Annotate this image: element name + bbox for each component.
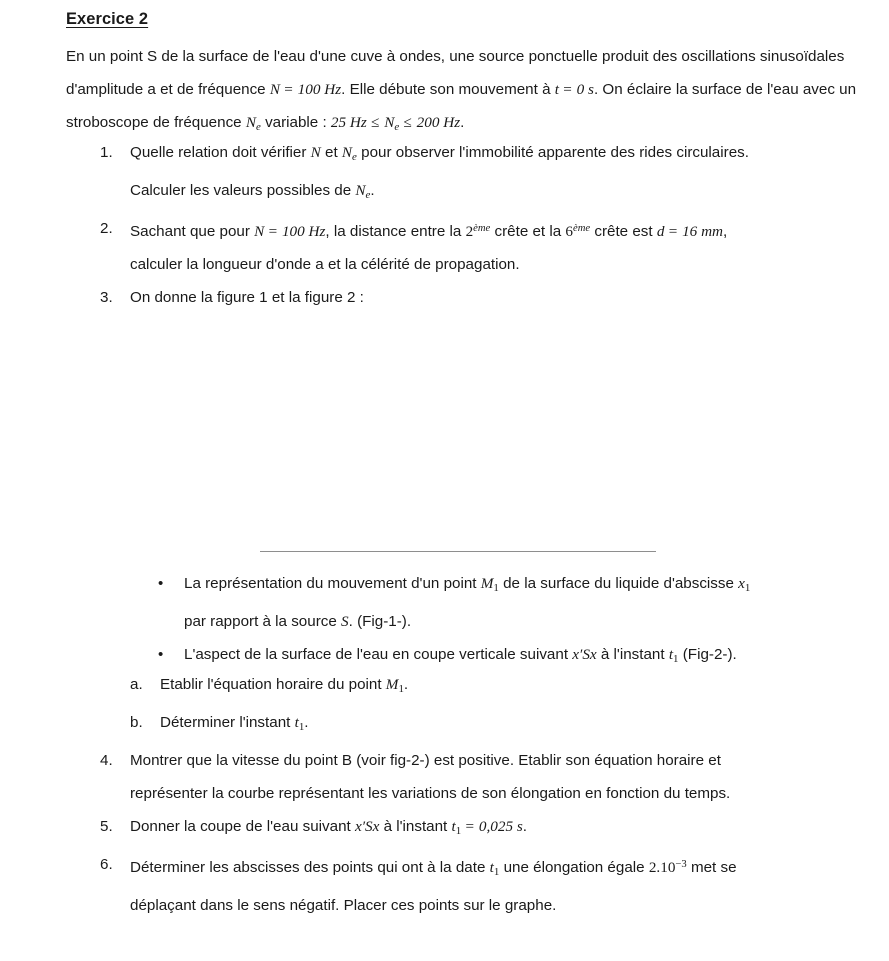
question-2-body	[130, 212, 882, 281]
subquestion-item-b	[130, 706, 882, 744]
intro-range-high: 200 Hz	[416, 114, 461, 131]
question-4-marker: 4.	[100, 752, 113, 769]
b1-var-M-subscript: 1	[493, 582, 499, 595]
intro-text-2: . Elle débute son mouvement à	[341, 81, 555, 98]
subquestion-a-body	[160, 668, 882, 706]
q1-line2-var-Ne: N	[355, 182, 366, 200]
intro-var-N: N	[269, 81, 280, 98]
intro-text-5: .	[460, 114, 465, 131]
figures-svg	[0, 288, 889, 556]
question-item-6	[100, 848, 882, 922]
q1-var-Ne: N	[341, 144, 353, 161]
sub-a-var-M: M	[385, 676, 399, 693]
sub-b-text-b: .	[304, 714, 309, 732]
q1-text-c: pour observer l'immobilité apparente des rides circulaires.	[356, 144, 749, 161]
question-3-body: On donne la figure 1 et la figure 2 :	[130, 289, 364, 307]
q5-var-t-subscript: 1	[455, 825, 462, 838]
q2-line2: calculer la longueur d'onde a et la célérité de propagation.	[130, 256, 520, 274]
q2-text-d: crête est	[590, 223, 657, 241]
intro-var-Ne: N	[245, 114, 256, 131]
question-list-bottom	[100, 744, 882, 922]
bullet-dot-icon: •	[158, 646, 164, 664]
question-item-4	[100, 744, 882, 810]
q1-line2-text-b: .	[370, 182, 375, 200]
sub-a-var-M-subscript: 1	[398, 683, 404, 696]
intro-text-4: variable :	[260, 114, 331, 131]
b2-axis-label: x′Sx	[572, 646, 597, 664]
bullet-list	[158, 567, 882, 676]
intro-paragraph	[66, 40, 878, 144]
q1-text-b: et	[320, 144, 342, 161]
q1-text-a: Quelle relation doit vérifier	[130, 144, 311, 161]
b1-line2-text-b: . (Fig-1-).	[348, 613, 412, 631]
q2-text-b: , la distance entre la	[325, 223, 466, 241]
b1-var-x-subscript: 1	[744, 582, 751, 595]
b2-var-t: t	[668, 646, 674, 664]
q5-eq: =	[461, 818, 479, 835]
question-3-marker: 3.	[100, 289, 113, 307]
question-2-marker: 2.	[100, 220, 113, 238]
b1-text-b: de la surface du liquide d'abscisse	[498, 575, 739, 592]
intro-value-N: 100 Hz	[297, 81, 342, 98]
question-5-marker: 5.	[100, 818, 113, 835]
q4-line2: représenter la courbe représentant les variations de son élongation en fonction du temps.	[130, 785, 731, 802]
bullet-dot-icon: •	[158, 575, 164, 592]
question-5-body	[130, 810, 882, 848]
q5-value: 0,025 s	[478, 818, 523, 835]
intro-value-t: 0 s	[576, 81, 594, 98]
q6-var-t: t	[489, 858, 494, 876]
intro-le-1: ≤	[366, 114, 385, 131]
q2-ordinal-1-number: 2	[465, 223, 474, 241]
question-6-body	[130, 848, 882, 922]
b1-var-x: x	[738, 575, 745, 592]
subquestion-a-marker: a.	[130, 676, 143, 693]
intro-le-2: ≤	[399, 114, 417, 131]
q6-value: 2.10	[648, 858, 676, 876]
intro-var-Ne-2-subscript: e	[394, 121, 400, 134]
bullet-1-body	[184, 567, 882, 638]
q6-value-exponent: −3	[675, 859, 687, 871]
subquestion-list	[130, 668, 882, 744]
b1-text-a: La représentation du mouvement d'un point	[184, 575, 481, 592]
question-item-5	[100, 810, 882, 848]
intro-eq-2: =	[558, 81, 577, 98]
q5-text-b: à l'instant	[379, 818, 452, 835]
b1-var-S: S	[341, 613, 349, 631]
q1-line2-var-Ne-subscript: e	[365, 189, 371, 202]
q6-text-a: Déterminer les abscisses des points qui ont à la date	[130, 858, 490, 876]
q5-var-t: t	[451, 818, 456, 835]
intro-eq-1: =	[280, 81, 298, 98]
subquestion-b-marker: b.	[130, 714, 143, 732]
intro-range-low: 25 Hz	[330, 114, 367, 131]
intro-var-Ne-2: N	[384, 114, 395, 131]
bullet-item-1	[158, 567, 882, 638]
b1-line2-text-a: par rapport à la source	[184, 613, 342, 631]
sub-a-text-a: Etablir l'équation horaire du point	[160, 676, 386, 693]
subquestion-item-a	[130, 668, 882, 706]
q5-axis-label: x′Sx	[354, 818, 380, 835]
b2-text-b: à l'instant	[596, 646, 669, 664]
q2-ordinal-2-number: 6	[565, 223, 574, 241]
intro-text-3: . On éclaire la surface de l'eau avec un stroboscope de fréquence	[66, 81, 857, 131]
q6-text-c: met se	[686, 858, 737, 876]
intro-text-1: En un point S de la surface de l'eau d'une cuve à ondes, une source ponctuelle produit des oscillations sinusoïdales d'amplitude a et de fréquence	[66, 48, 845, 98]
subquestion-b-body	[160, 706, 882, 744]
page-title: Exercice 2	[66, 10, 149, 28]
q2-eq-1: =	[264, 223, 282, 241]
question-item-1	[100, 136, 882, 212]
q2-value-d: 16 mm	[682, 223, 723, 241]
sub-a-text-b: .	[403, 676, 409, 693]
q4-line1: Montrer que la vitesse du point B (voir fig-2-) est positive. Etablir son équation horaire et	[130, 752, 721, 769]
q2-eq-2: =	[664, 223, 683, 241]
q2-var-N: N	[254, 223, 265, 241]
q6-line2: déplaçant dans le sens négatif. Placer ces points sur le graphe.	[130, 897, 557, 915]
question-item-2	[100, 212, 882, 281]
q1-var-N: N	[310, 144, 321, 161]
sub-b-var-t-subscript: 1	[298, 721, 305, 734]
b2-text-a: L'aspect de la surface de l'eau en coupe verticale suivant	[184, 646, 573, 664]
question-1-marker: 1.	[100, 144, 113, 161]
q5-text-c: .	[522, 818, 528, 835]
q1-var-Ne-subscript: e	[352, 151, 357, 164]
q2-ordinal-1-suffix: ème	[473, 223, 491, 235]
q2-text-e: ,	[723, 223, 728, 241]
b2-var-t-subscript: 1	[673, 653, 679, 666]
q2-ordinal-2-suffix: ème	[573, 223, 591, 235]
q2-var-d: d	[656, 223, 665, 241]
question-4-body	[130, 744, 882, 810]
q5-text-a: Donner la coupe de l'eau suivant	[130, 818, 355, 835]
q6-var-t-subscript: 1	[493, 866, 500, 879]
b2-text-c: (Fig-2-).	[678, 646, 737, 664]
figure-separator	[260, 551, 656, 552]
q2-text-c: crête et la	[490, 223, 566, 241]
sub-b-text-a: Déterminer l'instant	[160, 714, 295, 732]
question-1-body	[130, 136, 882, 212]
q1-line2-text-a: Calculer les valeurs possibles de	[130, 182, 356, 200]
b1-var-M: M	[480, 575, 494, 592]
figures-area	[0, 288, 889, 556]
q2-value-N: 100 Hz	[281, 223, 326, 241]
intro-var-Ne-subscript: e	[255, 121, 261, 134]
q6-text-b: une élongation égale	[499, 858, 649, 876]
q2-text-a: Sachant que pour	[130, 223, 255, 241]
intro-var-t: t	[554, 81, 559, 98]
sub-b-var-t: t	[294, 714, 299, 732]
question-6-marker: 6.	[100, 856, 113, 874]
